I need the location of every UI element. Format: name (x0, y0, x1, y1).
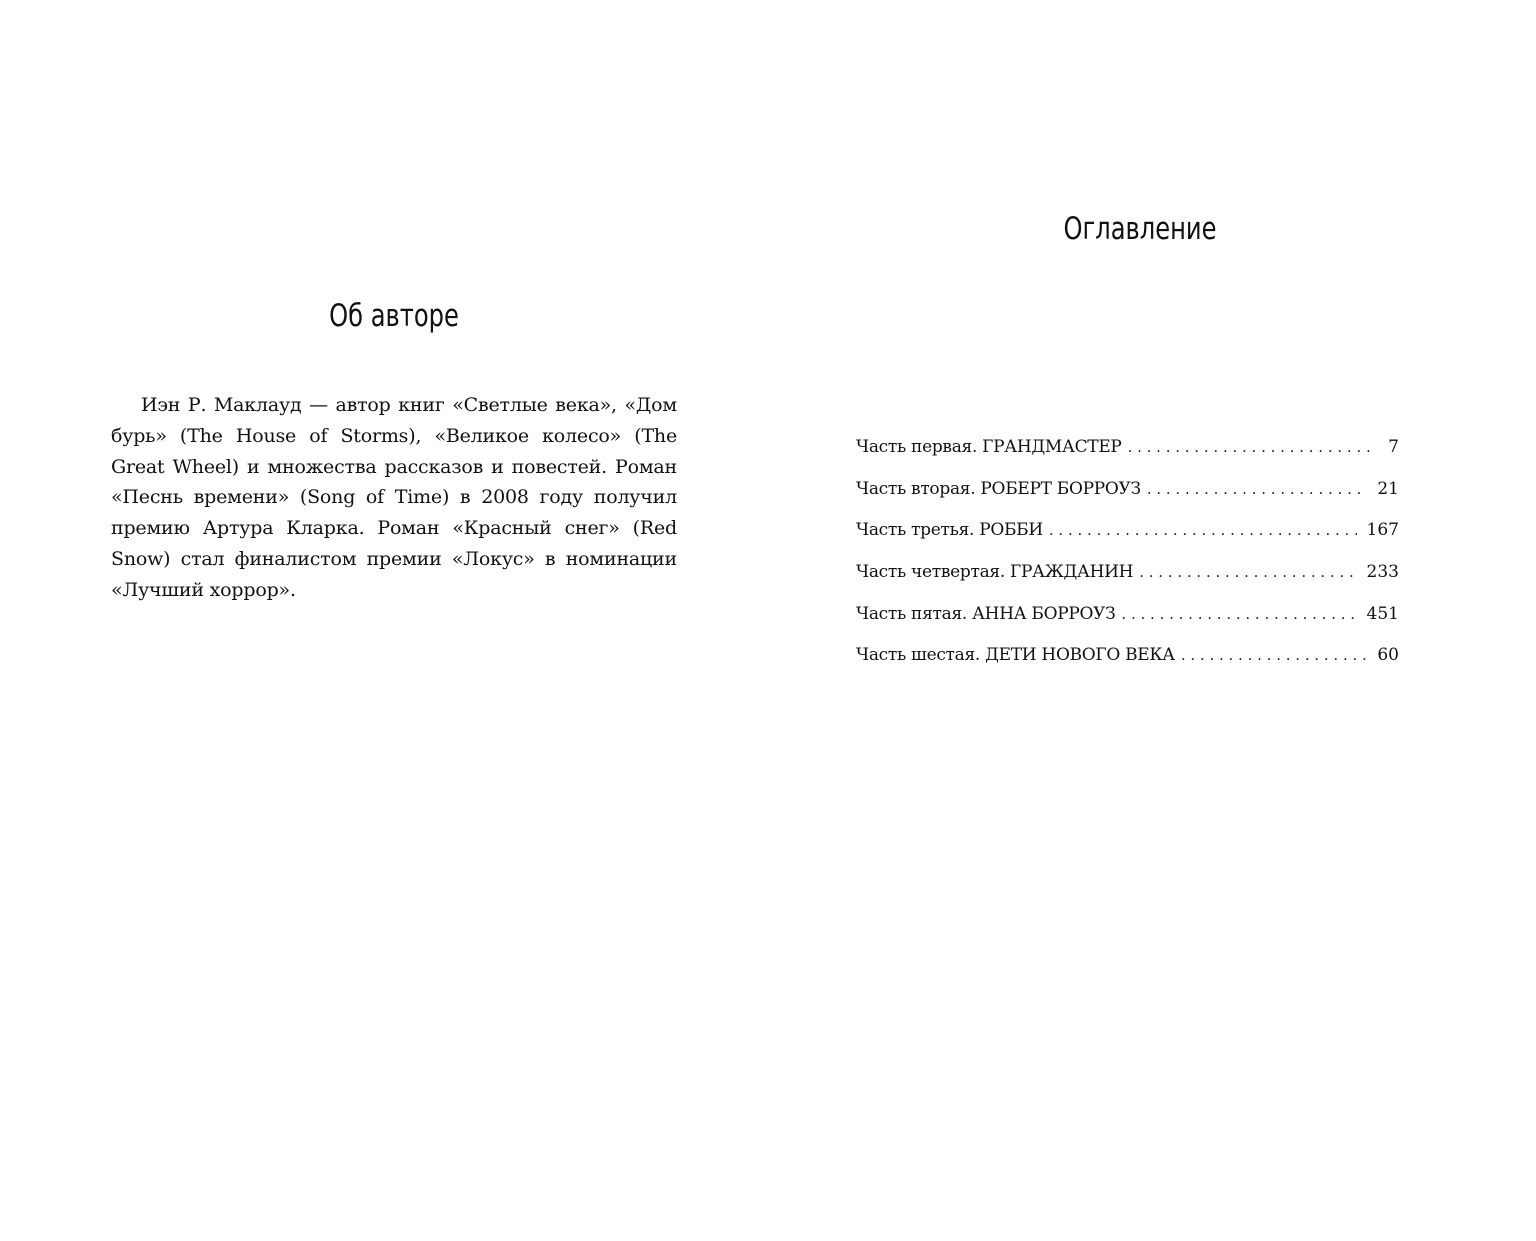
toc-entry (856, 558, 1399, 600)
toc-entry (856, 516, 1399, 558)
toc-leader-dots (1128, 433, 1375, 461)
toc-entry-title: Часть четвертая. ГРАЖДАНИН (856, 562, 1134, 583)
toc-entry-page: 233 (1366, 562, 1399, 583)
toc-entry (856, 475, 1399, 517)
toc-entry-title: Часть шестая. ДЕТИ НОВОГО ВЕКА (856, 645, 1175, 666)
toc-entry-title: Часть вторая. РОБЕРТ БОРРОУЗ (856, 478, 1141, 499)
toc-entry-page: 167 (1366, 520, 1399, 541)
toc-entry-page: 7 (1388, 437, 1399, 457)
toc-entry (856, 433, 1399, 475)
toc-leader-dots (1139, 558, 1356, 586)
toc-leader-dots (1147, 475, 1368, 503)
toc-entry-title: Часть первая. ГРАНДМАСТЕР (856, 437, 1122, 457)
toc-leader-dots (1049, 516, 1357, 544)
about-author-text: Иэн Р. Маклауд — автор книг «Светлые века», «Дом бурь» (The House of Storms), «Великое колесо» (The Great Wheel) и множества рассказов и повестей. Роман «Песнь времени» (Song of Time) в 2008 году получил премию Артура Кларка. Роман «Красный снег» (Red Snow) стал финалистом премии «Локус» в номинации «Лучший хоррор». (111, 394, 677, 601)
table-of-contents (856, 433, 1399, 683)
toc-entry-title: Часть третья. РОББИ (856, 520, 1043, 541)
toc-entry-page: 21 (1377, 478, 1399, 499)
contents-heading: Оглавление (1063, 211, 1217, 247)
toc-entry (856, 641, 1399, 683)
toc-leader-dots (1181, 641, 1368, 669)
toc-entry-title: Часть пятая. АННА БОРРОУЗ (856, 603, 1116, 624)
toc-entry (856, 600, 1399, 642)
about-author-heading: Об авторе (329, 298, 459, 334)
toc-entry-page: 451 (1366, 603, 1399, 624)
toc-entry-page: 60 (1377, 645, 1399, 666)
toc-leader-dots (1121, 600, 1356, 628)
